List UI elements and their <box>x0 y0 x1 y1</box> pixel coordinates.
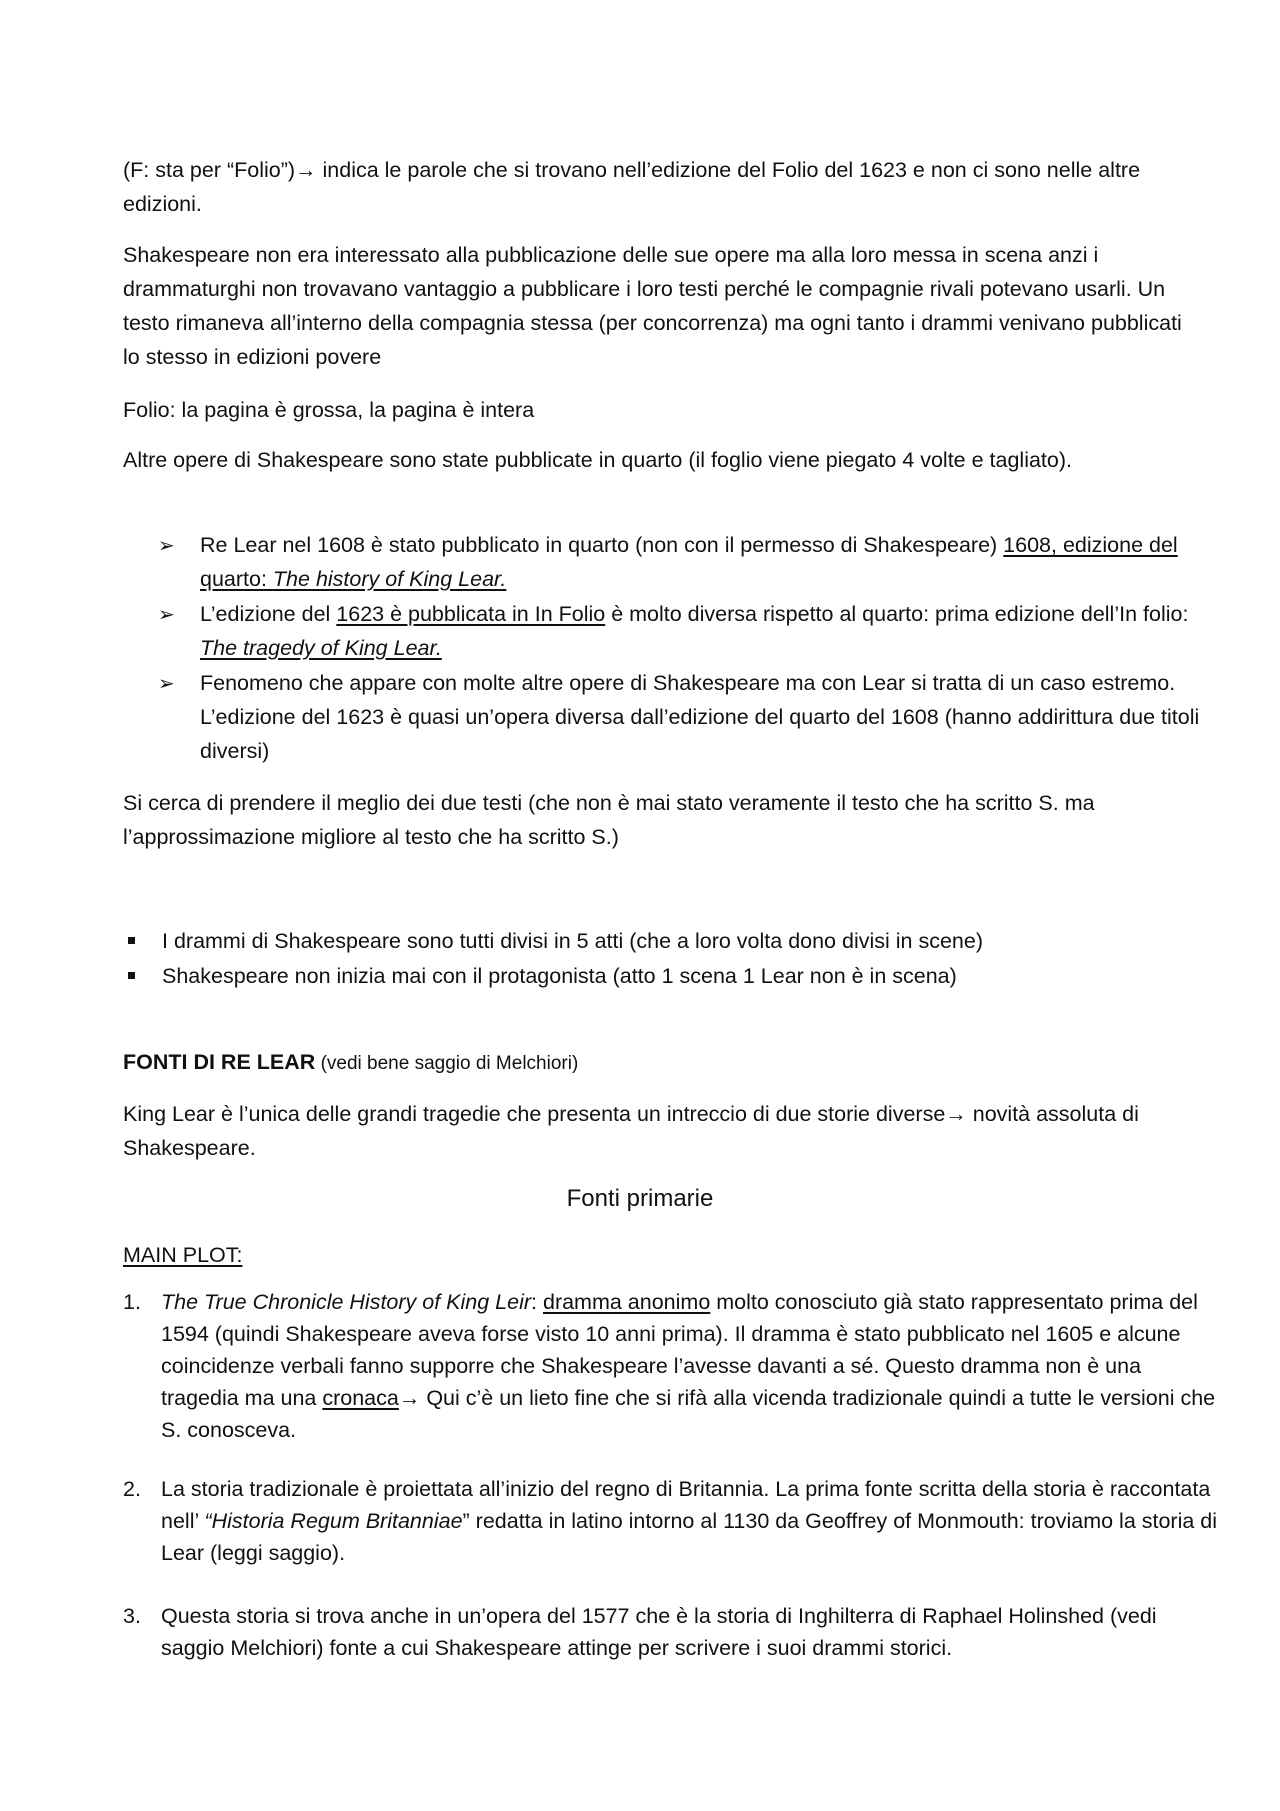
text: è molto diversa rispetto al quarto: prima edizione dell’In folio: <box>605 602 1189 626</box>
arrow-bullet-icon: ➢ <box>158 533 175 557</box>
title-text: The tragedy of King Lear. <box>200 636 442 660</box>
square-bullet-icon <box>128 972 135 979</box>
underlined-text: dramma anonimo <box>542 1290 711 1314</box>
title-text: The True Chronicle History of King Leir <box>161 1290 532 1314</box>
arrow-icon: → <box>295 158 317 182</box>
paragraph-quarto: Altre opere di Shakespeare sono state pubblicate in quarto (il foglio viene piegato 4 volte e tagliato). <box>123 448 1072 472</box>
numbered-item <box>123 1600 1221 1664</box>
text: Re Lear nel 1608 è stato pubblicato in quarto (non con il permesso di Shakespeare) <box>200 533 1004 557</box>
list-item <box>158 666 1210 768</box>
centered-title: Fonti primarie <box>566 1185 714 1212</box>
text: L’edizione del <box>200 602 337 626</box>
text: molto conosciuto già stato rappresentato prima del 1594 (quindi Shakespeare aveva forse visto 10 anni prima). Il dramma è stato pubblicato nel 1605 e alcune coincidenze verbali fanno supporre che Shakespeare l’avesse davanti a sé. Questo dramma non è una tragedia ma una <box>161 1290 1198 1410</box>
paragraph-folio-note <box>123 153 1183 221</box>
main-plot-label: MAIN PLOT: <box>123 1243 243 1267</box>
paragraph-king-lear <box>123 1097 1183 1165</box>
text: I drammi di Shakespeare sono tutti divisi in 5 atti (che a loro volta dono divisi in scene) <box>162 929 983 953</box>
arrow-icon: → <box>945 1102 967 1126</box>
text: Fenomeno che appare con molte altre opere di Shakespeare ma con Lear si tratta di un caso estremo. L’edizione del 1623 è quasi un’opera diversa dall’edizione del quarto del 1608 (hanno addirittura due titoli diversi) <box>200 671 1200 763</box>
paragraph-best-text: Si cerca di prendere il meglio dei due testi (che non è mai stato veramente il testo che ha scritto S. ma l’approssimazione migliore al testo che ha scritto S.) <box>123 791 1095 849</box>
arrow-bullet-icon: ➢ <box>158 602 175 626</box>
arrow-bullet-icon: ➢ <box>158 671 175 695</box>
section-heading <box>123 1045 1183 1081</box>
list-item <box>128 924 1192 958</box>
text: Qui c’è un lieto fine che si rifà alla vicenda tradizionale quindi a tutte le versioni che S. conosceva. <box>161 1386 1216 1442</box>
text: Questa storia si trova anche in un’opera del 1577 che è la storia di Inghilterra di Raphael Holinshed (vedi saggio Melchiori) fonte a cui Shakespeare attinge per scrivere i suoi drammi storici. <box>161 1604 1157 1660</box>
underlined-text: 1623 è pubblicata in In Folio <box>336 602 606 626</box>
text: Shakespeare non inizia mai con il protagonista (atto 1 scena 1 Lear non è in scena) <box>162 964 957 988</box>
title-text: The history of King Lear. <box>272 567 507 591</box>
list-item <box>158 597 1210 665</box>
item-number: 3. <box>123 1604 141 1628</box>
numbered-item <box>123 1473 1221 1569</box>
list-item <box>158 528 1210 596</box>
text: indica le parole che si trovano nell’edizione del Folio del 1623 e non ci sono nelle altre edizioni. <box>123 158 1141 216</box>
numbered-item <box>123 1286 1221 1446</box>
heading-bold: FONTI DI RE LEAR <box>123 1050 316 1074</box>
square-bullet-icon <box>128 937 135 944</box>
text: ” redatta in latino intorno al 1130 da Geoffrey of Monmouth: troviamo la storia di Lear (leggi saggio). <box>161 1509 1218 1565</box>
arrow-icon: → <box>398 1386 421 1410</box>
text: : <box>531 1290 543 1314</box>
paragraph-folio-definition: Folio: la pagina è grossa, la pagina è intera <box>123 398 535 422</box>
heading-note: (vedi bene saggio di Melchiori) <box>315 1053 579 1074</box>
text: La storia tradizionale è proiettata all’inizio del regno di Britannia. La prima fonte scritta della storia è raccontata nell’ <box>161 1477 1211 1533</box>
underlined-text: 1608, edizione del quarto: <box>200 533 1178 591</box>
title-text: “Historia Regum Britanniae <box>204 1509 463 1533</box>
underlined-text: cronaca <box>322 1386 399 1410</box>
text: novità assoluta di Shakespeare. <box>123 1102 1139 1160</box>
list-item <box>128 959 1192 993</box>
item-number: 2. <box>123 1477 141 1501</box>
item-number: 1. <box>123 1290 141 1314</box>
text: (F: sta per “Folio”) <box>123 158 296 182</box>
paragraph-publication: Shakespeare non era interessato alla pubblicazione delle sue opere ma alla loro messa in scena anzi i drammaturghi non trovavano vantaggio a pubblicare i loro testi perché le compagnie rivali potevano usarli. Un testo rimaneva all’interno della compagnia stessa (per concorrenza) ma ogni tanto i drammi venivano pubblicati lo stesso in edizioni povere <box>123 243 1182 369</box>
text: King Lear è l’unica delle grandi tragedie che presenta un intreccio di due storie diverse <box>123 1102 946 1126</box>
